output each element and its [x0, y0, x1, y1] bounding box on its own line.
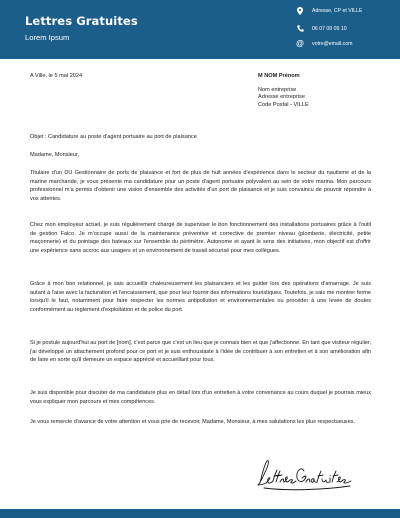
- recipient-postcode-city: Code Postal - VILLE: [258, 101, 309, 108]
- at-sign-icon: @: [296, 39, 304, 48]
- body-paragraph: Titulaire d'un DU Gestionnaire de ports de plaisance et fort de plus de huit années d'expérience dans le secteur du nautisme et de la marine marchande, je vous présente ma candidature pour un poste d'agent portuaire polyvalent au sein de votre marina. Mon parcours professionnel m'a permis d'obtenir une vision d'ensemble des activités d'un port de plaisance et je suis convaincu de pouvoir répondre à vos attentes.: [30, 170, 371, 202]
- letter-date: A Ville, le 5 mai 2024: [30, 73, 83, 79]
- phone-icon: [293, 25, 307, 32]
- contact-phone: [293, 25, 347, 32]
- brand-subtitle: Lorem Ipsum: [25, 33, 70, 42]
- contact-email: [293, 40, 352, 48]
- body-paragraph: Grâce à mon bon relationnel, je sais accueillir chaleureusement les plaisanciers et les guider lors des opérations d'amarrage. Je suis autant à l'aise avec la facturation et l'encaissement, que pour leur fournir des informations touristiques. Toutefois, je sais me montrer ferme lorsqu'il le faut, notamment pour faire respecter les normes antipollution et environnementales ou procéder à une levée de doutes conformément au règlement d'exploitation et de police du port.: [30, 281, 371, 313]
- footer-band: [0, 509, 400, 518]
- location-pin-icon: [293, 7, 307, 15]
- contact-address: [293, 7, 362, 15]
- body-paragraph: Je suis disponible pour discuter de ma candidature plus en détail lors d'un entretien à votre convenance au cours duquel je pourrais mieux vous expliquer mon parcours et mes compétences.: [30, 390, 371, 405]
- body-paragraph: Chez mon employeur actuel, je suis régulièrement chargé de superviser le bon fonctionnement des installations portuaires grâce à l'outil de gestion Falco. Je m'occupe aussi de la maintenance préventive et corrective de premier niveau (plomberie, électricité, petite maçonnerie) et du pointage des bateaux sur l'ensemble du périmètre. Autonome et ayant le sens des initiatives, mon objectif est d'offrir une expérience sans accroc aux usagers et un environnement de travail sécurisé pour mes collègues.: [30, 222, 371, 254]
- body-paragraph: Je vous remercie d'avance de votre attention et vous prie de recevoir, Madame, Monsieur, à mes salutations les plus respectueuses.: [30, 419, 356, 425]
- recipient-name: M NOM Prénom: [258, 73, 300, 79]
- header-banner: [0, 0, 400, 59]
- letter-greeting: Madame, Monsieur,: [30, 152, 80, 158]
- contact-address-text: Adresse, CP et VILLE: [312, 8, 363, 14]
- recipient-address: Adresse entreprise: [258, 94, 305, 101]
- contact-email-text: votre@email.com: [312, 41, 353, 47]
- letter-object: Objet : Candidature au poste d'agent portuaire au port de plaisance: [30, 134, 197, 140]
- handwritten-signature: [252, 455, 357, 500]
- brand-title: Lettres Gratuites: [25, 14, 138, 28]
- recipient-company: Nom entreprise: [258, 86, 297, 93]
- contact-phone-text: 06 07 08 09 10: [312, 25, 347, 32]
- body-paragraph: Si je postule aujourd'hui au port de [nom], c'est parce que c'est un lieu que je connais bien et que j'affectionne. En tant que visiteur régulier, j'ai développé un attachement profond pour ce port et je suis enthousiaste à l'idée de contribuer à son entretien et à son amélioration afin de faire en sorte qu'il demeure un espace apprécié et accueillant pour tous.: [30, 340, 371, 364]
- recipient-block: [258, 73, 309, 109]
